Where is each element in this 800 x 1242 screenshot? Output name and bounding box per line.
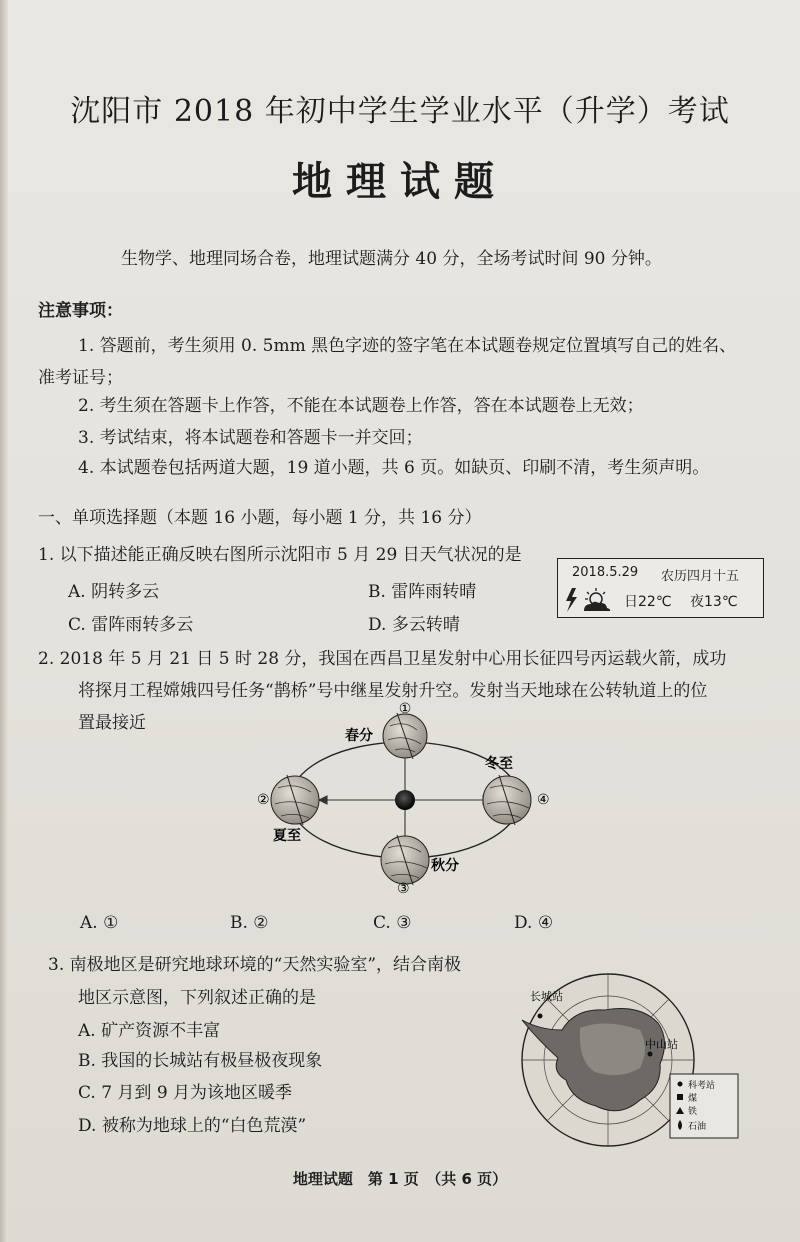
station-legend-icon bbox=[678, 1082, 683, 1087]
weather-date: 2018.5.29 bbox=[572, 565, 639, 580]
zhongshan-station-marker bbox=[648, 1052, 653, 1057]
zhongshan-station-label: 中山站 bbox=[645, 1038, 678, 1051]
question-3-stem-cont: 地区示意图，下列叙述正确的是 bbox=[78, 988, 316, 1008]
earth-orbit-diagram bbox=[245, 700, 565, 895]
legend-iron-label: 铁 bbox=[688, 1107, 698, 1117]
spring-equinox-label: 春分 bbox=[345, 728, 373, 744]
changcheng-station-marker bbox=[538, 1014, 543, 1019]
weather-lunar-date: 农历四月十五 bbox=[661, 569, 740, 584]
position-4-label: ④ bbox=[537, 792, 550, 808]
q2-option-a: A. ① bbox=[80, 913, 119, 933]
notice-heading: 注意事项： bbox=[38, 301, 123, 321]
globe-autumn bbox=[381, 835, 429, 885]
thunder-partly-cloudy-icon bbox=[564, 587, 614, 613]
exam-title: 沈阳市 2018 年初中学生学业水平（升学）考试 bbox=[70, 94, 730, 129]
q2-option-c: C. ③ bbox=[373, 913, 412, 933]
q1-option-b: B. 雷阵雨转晴 bbox=[368, 582, 477, 602]
q2-option-b: B. ② bbox=[230, 913, 269, 933]
position-2-label: ② bbox=[257, 792, 270, 808]
legend-oil-label: 石油 bbox=[688, 1122, 707, 1132]
autumn-equinox-label: 秋分 bbox=[431, 858, 459, 874]
weather-day-temp: 日22℃ bbox=[624, 594, 672, 610]
winter-solstice-label: 冬至 bbox=[485, 756, 513, 772]
page-footer: 地理试题 第 1 页 （共 6 页） bbox=[292, 1170, 508, 1188]
exam-intro: 生物学、地理同场合卷，地理试题满分 40 分，全场考试时间 90 分钟。 bbox=[121, 249, 662, 269]
legend-station-label: 科考站 bbox=[688, 1081, 716, 1091]
question-3-stem: 3. 南极地区是研究地球环境的“天然实验室”，结合南极 bbox=[48, 955, 462, 975]
notice-item: 3. 考试结束，将本试题卷和答题卡一并交回； bbox=[78, 428, 423, 448]
position-1-label: ① bbox=[398, 701, 412, 717]
weather-card bbox=[557, 558, 764, 618]
q3-option-a: A. 矿产资源不丰富 bbox=[78, 1021, 221, 1041]
subject-title: 地理试题 bbox=[292, 159, 508, 205]
notice-item: 1. 答题前，考生须用 0. 5mm 黑色字迹的签字笔在本试题卷规定位置填写自己的姓名、 bbox=[78, 336, 737, 356]
legend-coal-label: 煤 bbox=[688, 1094, 698, 1104]
antarctica-map bbox=[500, 968, 740, 1148]
q1-option-c: C. 雷阵雨转多云 bbox=[68, 615, 194, 635]
globe-winter bbox=[483, 775, 531, 825]
globe-summer bbox=[271, 775, 319, 825]
q1-option-a: A. 阴转多云 bbox=[68, 582, 160, 602]
globe-spring bbox=[383, 713, 427, 759]
q2-option-d: D. ④ bbox=[514, 913, 554, 933]
changcheng-station-label: 长城站 bbox=[530, 990, 563, 1003]
notice-item: 2. 考生须在答题卡上作答，不能在本试题卷上作答，答在本试题卷上无效； bbox=[78, 396, 644, 416]
question-2-stem-cont: 置最接近 bbox=[78, 713, 146, 733]
weather-night-temp: 夜13℃ bbox=[690, 594, 738, 610]
q1-option-d: D. 多云转晴 bbox=[368, 615, 460, 635]
coal-legend-icon bbox=[677, 1094, 683, 1100]
question-1-stem: 1. 以下描述能正确反映右图所示沈阳市 5 月 29 日天气状况的是 bbox=[38, 545, 522, 565]
notice-item: 4. 本试题卷包括两道大题，19 道小题，共 6 页。如缺页、印刷不清，考生须声明。 bbox=[78, 458, 710, 478]
sun bbox=[395, 790, 415, 810]
q3-option-d: D. 被称为地球上的“白色荒漠” bbox=[78, 1116, 307, 1136]
question-2-stem: 2. 2018 年 5 月 21 日 5 时 28 分，我国在西昌卫星发射中心用长征四号丙运载火箭，成功 bbox=[38, 649, 727, 669]
q3-option-b: B. 我国的长城站有极昼极夜现象 bbox=[78, 1051, 323, 1071]
q3-option-c: C. 7 月到 9 月为该地区暖季 bbox=[78, 1083, 293, 1103]
question-2-stem-cont: 将探月工程嫦娥四号任务“鹊桥”号中继星发射升空。发射当天地球在公转轨道上的位 bbox=[78, 681, 708, 701]
map-legend bbox=[670, 1074, 738, 1138]
position-3-label: ③ bbox=[397, 881, 410, 895]
section-heading: 一、单项选择题（本题 16 小题，每小题 1 分，共 16 分） bbox=[38, 508, 482, 528]
summer-solstice-label: 夏至 bbox=[273, 828, 301, 844]
notice-item: 准考证号； bbox=[38, 368, 123, 388]
